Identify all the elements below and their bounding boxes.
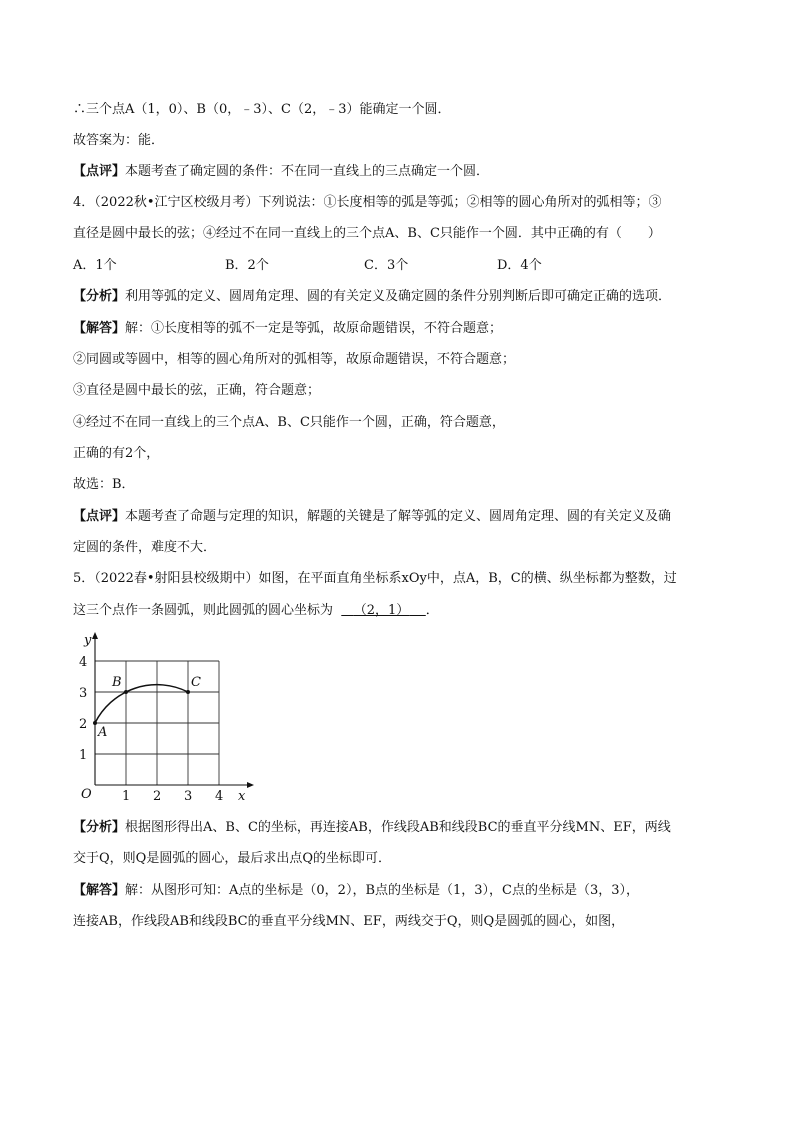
y-tick-label: 1 bbox=[79, 748, 88, 763]
x-axis-arrow-icon bbox=[247, 782, 254, 788]
answer-line bbox=[73, 319, 502, 339]
x-tick-label: 4 bbox=[215, 789, 224, 804]
circular-arc bbox=[95, 685, 188, 723]
analysis-line: 交于Q，则Q是圆弧的圆心，最后求出点Q的坐标即可． bbox=[73, 851, 391, 866]
question-text: 这三个点作一条圆弧，则此圆弧的圆心坐标为 bbox=[73, 603, 334, 618]
answer-line: 连接AB，作线段AB和线段BC的垂直平分线MN、EF，两线交于Q，则Q是圆弧的圆心，如图， bbox=[73, 914, 625, 929]
question-4-line-1: 4．（2022秋•江宁区校级月考）下列说法：①长度相等的弧是等弧；②相等的圆心角所对的弧相等；③ bbox=[73, 195, 662, 210]
tag-label: 【点评】 bbox=[73, 164, 126, 179]
x-tick-label: 2 bbox=[153, 789, 162, 804]
point-a bbox=[93, 721, 97, 725]
point-b-label: B bbox=[112, 675, 122, 690]
answer-line: ②同圆或等圆中，相等的圆心角所对的弧相等，故原命题错误，不符合题意； bbox=[73, 352, 516, 367]
comment-text: 本题考查了确定圆的条件：不在同一直线上的三点确定一个圆． bbox=[125, 164, 490, 179]
text-line: ∴三个点A（1，0）、B（0，﹣3）、C（2，﹣3）能确定一个圆． bbox=[73, 102, 451, 117]
analysis-text: 利用等弧的定义、圆周角定理、圆的有关定义及确定圆的条件分别判断后即可确定正确的选项． bbox=[125, 289, 672, 304]
question-5-line-1: 5．（2022春•射阳县校级期中）如图，在平面直角坐标系xOy中，点A，B，C的横、纵坐标都为整数，过 bbox=[73, 571, 677, 586]
answer-text: 解：①长度相等的弧不一定是等弧，故原命题错误，不符合题意； bbox=[125, 321, 503, 336]
comment-text: 本题考查了命题与定理的知识，解题的关键是了解等弧的定义、圆周角定理、圆的有关定义及确 bbox=[125, 509, 672, 524]
answer-line: 故选：B． bbox=[73, 477, 135, 492]
x-tick-label: 1 bbox=[122, 789, 131, 804]
comment-line: 定圆的条件，难度不大． bbox=[73, 540, 217, 555]
answer-line bbox=[73, 881, 639, 901]
answer-blank: （2，1） bbox=[353, 603, 410, 618]
comment-line bbox=[73, 507, 671, 527]
answer-line: 正确的有2个， bbox=[73, 446, 160, 461]
y-axis-arrow-icon bbox=[92, 632, 98, 639]
option-d: D．4个 bbox=[497, 258, 542, 273]
question-4-line-2: 直径是圆中最长的弦；④经过不在同一直线上的三个点A、B、C只能作一个圆．其中正确的有（ ） bbox=[73, 226, 661, 241]
tag-label: 【分析】 bbox=[73, 820, 126, 835]
point-c-label: C bbox=[191, 675, 201, 690]
option-b: B．2个 bbox=[225, 258, 269, 273]
coordinate-figure bbox=[64, 628, 264, 808]
x-axis-label: x bbox=[238, 789, 246, 804]
option-a: A．1个 bbox=[73, 258, 117, 273]
point-a-label: A bbox=[98, 725, 108, 740]
question-5-line-2: 这三个点作一条圆弧，则此圆弧的圆心坐标为 （2，1） ． bbox=[73, 603, 439, 618]
x-tick-label: 3 bbox=[184, 789, 193, 804]
tag-label: 【解答】 bbox=[73, 321, 126, 336]
y-tick-label: 4 bbox=[79, 655, 88, 670]
analysis-line bbox=[73, 287, 671, 307]
y-tick-label: 3 bbox=[79, 686, 88, 701]
answer-text: 解：从图形可知：A点的坐标是（0，2），B点的坐标是（1，3），C点的坐标是（3，3）， bbox=[125, 883, 640, 898]
y-axis-label: y bbox=[84, 633, 92, 648]
answer-line: ④经过不在同一直线上的三个点A、B、C只能作一个圆，正确，符合题意， bbox=[73, 415, 505, 430]
comment-line bbox=[73, 162, 489, 182]
axes bbox=[95, 636, 250, 785]
point-b bbox=[124, 690, 128, 694]
option-c: C．3个 bbox=[364, 258, 409, 273]
origin-label: O bbox=[81, 787, 92, 802]
analysis-text: 根据图形得出A、B、C的坐标，再连接AB，作线段AB和线段BC的垂直平分线MN、EF，两线 bbox=[125, 820, 671, 835]
point-c bbox=[186, 690, 190, 694]
text-line: 故答案为：能． bbox=[73, 133, 165, 148]
analysis-line bbox=[73, 818, 671, 838]
tag-label: 【分析】 bbox=[73, 289, 126, 304]
answer-line: ③直径是圆中最长的弦，正确，符合题意； bbox=[73, 383, 321, 398]
y-tick-label: 2 bbox=[79, 717, 88, 732]
tag-label: 【点评】 bbox=[73, 509, 126, 524]
tag-label: 【解答】 bbox=[73, 883, 126, 898]
